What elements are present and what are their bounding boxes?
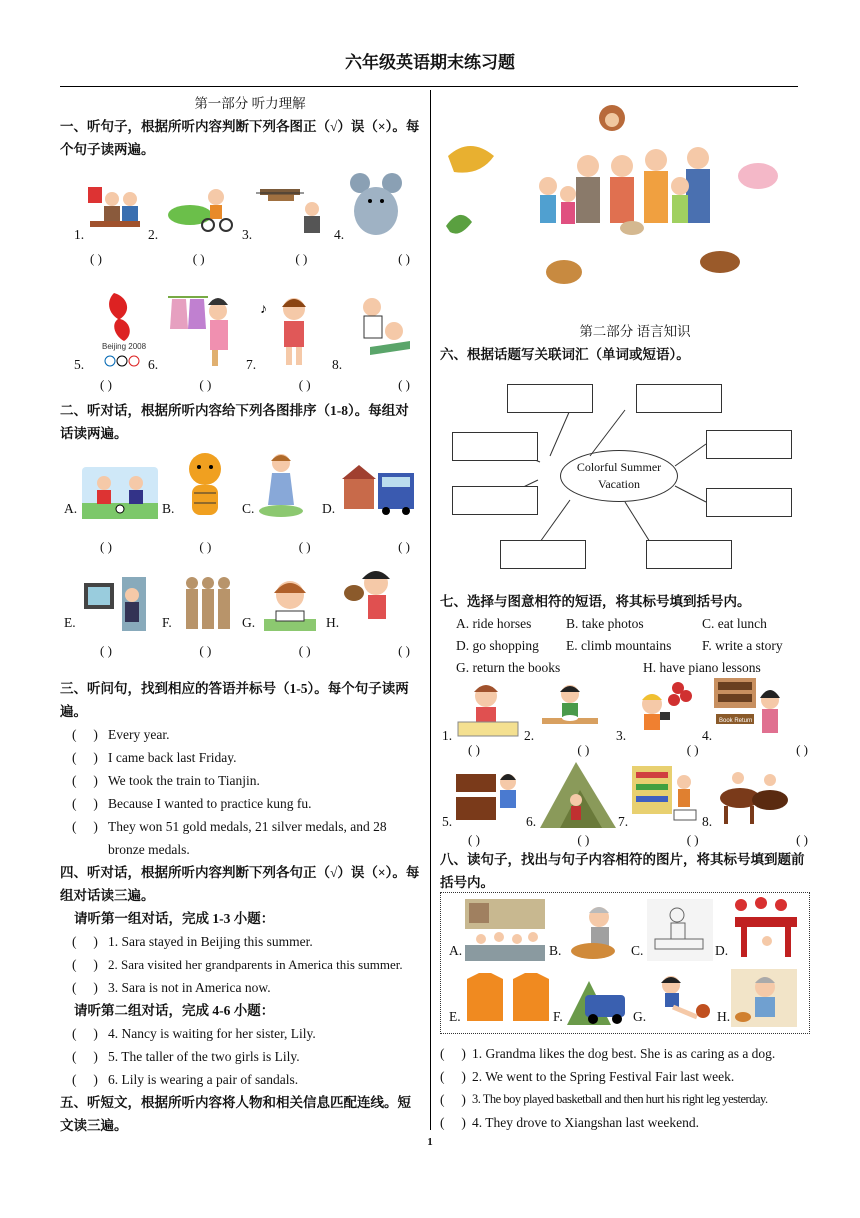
sentence-text: 4. They drove to Xiangshan last weekend. (472, 1115, 699, 1130)
answer-paren[interactable]: ( ) (295, 251, 308, 266)
grandma-dog-picture (563, 899, 633, 961)
book-return-sign: Book Return (719, 718, 753, 724)
s1-label-3: 3. (242, 227, 253, 242)
sweaters-picture (463, 969, 555, 1025)
sentence-text: 3. The boy played basketball and then hurt his right leg yesterday. (472, 1092, 768, 1106)
s8-heading: 八、读句子，找出与句子内容相符的图片，将其标号填到题前括号内。 (440, 852, 805, 890)
s1-parens-row1 (90, 247, 410, 270)
s8-label-F: F. (553, 1009, 563, 1024)
answer-paren[interactable]: ( ) (100, 643, 112, 658)
answer-paren[interactable]: ( ) (72, 1026, 98, 1041)
riding-horses-picture (714, 762, 790, 828)
option-E: E. climb mountains (566, 638, 672, 653)
answer-paren[interactable]: ( ) (440, 1092, 466, 1107)
spring-festival-picture (731, 897, 801, 961)
s1-label-5: 5. (74, 357, 85, 372)
mindmap-center-line1: Colorful Summer (576, 460, 662, 474)
list-item (60, 1045, 420, 1068)
s2-parens-row1 (100, 535, 410, 558)
s1-heading: 一、听句子，根据所听内容判断下列各图正（√）误（×）。每个句子读两遍。 (60, 119, 420, 157)
s7-label-6: 6. (526, 814, 537, 829)
answer-paren[interactable]: ( ) (72, 796, 98, 811)
bus-station-picture (340, 459, 416, 521)
answer-text: Every year. (108, 727, 170, 742)
list-item (440, 1088, 810, 1111)
s7-parens-row1 (468, 742, 808, 758)
answer-paren[interactable]: ( ) (72, 819, 98, 834)
s2-label-F: F. (162, 615, 172, 630)
s2-label-D: D. (322, 501, 336, 516)
list-item (60, 1068, 420, 1091)
s7-label-3: 3. (616, 728, 627, 743)
piano-picture (454, 766, 524, 826)
mindmap-box-6[interactable] (706, 488, 792, 517)
option-A: A. ride horses (456, 616, 532, 631)
boy-hurt-leg-picture (649, 971, 715, 1025)
column-divider (430, 90, 431, 1130)
terracotta-warriors-picture (178, 573, 234, 635)
pig-icon (738, 163, 778, 189)
fair-crowd-picture (465, 899, 545, 961)
s2-label-G: G. (242, 615, 256, 630)
answer-paren[interactable]: ( ) (72, 980, 98, 995)
family-group (539, 147, 710, 235)
answer-paren[interactable]: ( ) (577, 742, 590, 757)
snake-icon (446, 215, 472, 234)
answer-paren[interactable]: ( ) (72, 1049, 98, 1064)
answer-paren[interactable]: ( ) (72, 957, 98, 972)
option-G: G. return the books (456, 660, 561, 675)
s8-label-B: B. (549, 943, 562, 958)
mindmap-box-5[interactable] (452, 486, 538, 515)
answer-paren[interactable]: ( ) (796, 832, 808, 847)
girl-reading-picture (256, 573, 324, 635)
answer-paren[interactable]: ( ) (72, 773, 98, 788)
s7-parens-row2 (468, 832, 808, 848)
s3-heading: 三、听问句，找到相应的答语并标号（1-5）。每个句子读两遍。 (60, 681, 409, 719)
answer-paren[interactable]: ( ) (398, 377, 410, 392)
s3-list (60, 723, 420, 861)
s7-label-1: 1. (442, 728, 453, 743)
list-item (440, 1042, 810, 1065)
svg-text:♪: ♪ (260, 302, 267, 317)
s8-label-G: G. (633, 1009, 647, 1024)
girl-with-dog-picture (340, 563, 402, 635)
list-item (440, 1065, 810, 1088)
girl-singing-picture (260, 291, 318, 367)
airplane-picture (256, 183, 328, 233)
statement-text: 2. Sara visited her grandparents in America this summer. (108, 957, 403, 972)
answer-paren[interactable]: ( ) (199, 643, 212, 658)
list-item (60, 930, 420, 953)
s2-label-E: E. (64, 615, 76, 630)
answer-paren[interactable]: ( ) (468, 832, 480, 847)
boy-writing-picture (456, 680, 520, 740)
s7-pictures (440, 676, 810, 847)
list-item (60, 723, 420, 746)
s1-label-1: 1. (74, 227, 85, 242)
climbing-mountains-picture (540, 758, 616, 828)
ox-icon (546, 260, 582, 284)
s7-heading: 七、选择与图意相符的短语，将其标号填到括号内。 (440, 594, 751, 609)
s7-section (440, 590, 810, 679)
answer-paren[interactable]: ( ) (192, 251, 205, 266)
list-item (60, 746, 420, 769)
mindmap-center (560, 450, 678, 502)
s8-label-A: A. (449, 943, 463, 958)
shopping-picture (630, 764, 702, 828)
answer-text: Because I wanted to practice kung fu. (108, 796, 312, 811)
statement-text: 3. Sara is not in America now. (108, 980, 271, 995)
svg-text:Beijing 2008: Beijing 2008 (102, 342, 147, 351)
answer-paren[interactable]: ( ) (686, 832, 699, 847)
s5-heading: 五、听短文，根据所听内容将人物和相关信息匹配连线。短文读三遍。 (60, 1095, 411, 1133)
answer-paren[interactable]: ( ) (796, 742, 808, 757)
s7-options (440, 613, 810, 657)
statement-text: 6. Lily is wearing a pair of sandals. (108, 1072, 299, 1087)
answer-paren[interactable]: ( ) (468, 742, 480, 757)
monkey-icon (599, 105, 625, 131)
right-column (440, 320, 810, 366)
answer-paren[interactable]: ( ) (686, 742, 699, 757)
s8-section (440, 848, 810, 894)
s1-label-6: 6. (148, 357, 159, 372)
mindmap-box-3[interactable] (452, 432, 538, 461)
dragon-icon (448, 146, 494, 173)
s2-label-B: B. (162, 501, 175, 516)
list-item (60, 953, 420, 976)
s4-heading: 四、听对话，根据所听内容判断下列各句正（√）误（×）。每组对话读三遍。 (60, 865, 420, 903)
boy-photos-picture (630, 678, 696, 740)
answer-paren[interactable]: ( ) (72, 1072, 98, 1087)
statement-text: 1. Sara stayed in Beijing this summer. (108, 934, 313, 949)
answer-paren[interactable]: ( ) (72, 750, 98, 765)
statement-text: 5. The taller of the two girls is Lily. (108, 1049, 300, 1064)
answer-paren[interactable]: ( ) (298, 539, 311, 554)
s1-label-7: 7. (246, 357, 257, 372)
car-trip-picture (567, 969, 633, 1025)
sentence-text: 2. We went to the Spring Festival Fair last week. (472, 1069, 735, 1084)
s1-parens-row2 (100, 373, 410, 396)
s8-label-C: C. (631, 943, 644, 958)
s7-label-7: 7. (618, 814, 629, 829)
answer-paren[interactable]: ( ) (398, 251, 410, 266)
s8-sentences (440, 1042, 810, 1134)
mindmap-box-8[interactable] (646, 540, 732, 569)
part2-heading: 第二部分 语言知识 (579, 324, 691, 339)
s7-label-8: 8. (702, 814, 713, 829)
list-item (60, 792, 420, 815)
sentence-text: 1. Grandma likes the dog best. She is as caring as a dog. (472, 1046, 776, 1061)
family-zodiac-illustration (440, 96, 810, 306)
s2-pictures (60, 445, 420, 677)
s2-parens-row2 (100, 639, 410, 662)
shopping-clothes-picture (164, 289, 234, 369)
mindmap-box-2[interactable] (636, 384, 722, 413)
mindmap-box-4[interactable] (706, 430, 792, 459)
beijing-2008-logo-picture (98, 289, 150, 369)
part1-heading: 第一部分 听力理解 (194, 96, 306, 111)
list-item (60, 769, 420, 792)
s7-label-4: 4. (702, 728, 713, 743)
answer-text: We took the train to Tianjin. (108, 773, 260, 788)
answer-paren[interactable]: ( ) (100, 377, 112, 392)
option-D: D. go shopping (456, 638, 539, 653)
answer-paren[interactable]: ( ) (440, 1069, 466, 1084)
sketch-picture (647, 899, 713, 961)
answer-paren[interactable]: ( ) (90, 251, 102, 266)
s2-label-H: H. (326, 615, 340, 630)
dog-icon (700, 251, 740, 273)
left-column (60, 92, 420, 1137)
answer-paren[interactable]: ( ) (577, 832, 590, 847)
mindmap-box-7[interactable] (500, 540, 586, 569)
s7-label-5: 5. (442, 814, 453, 829)
computer-boy-picture (82, 573, 150, 635)
answer-paren[interactable]: ( ) (440, 1046, 466, 1061)
dentist-picture (350, 291, 412, 363)
answer-paren[interactable]: ( ) (72, 934, 98, 949)
s1-label-4: 4. (334, 227, 345, 242)
list-item (60, 1022, 420, 1045)
option-H: H. have piano lessons (643, 660, 761, 675)
s1-label-2: 2. (148, 227, 159, 242)
return-books-picture (714, 678, 786, 740)
s4-group1-heading: 请听第一组对话，完成 1-3 小题： (74, 911, 275, 926)
s6-heading: 六、根据话题写关联词汇（单词或短语）。 (440, 347, 690, 362)
list-item (440, 1111, 810, 1134)
answer-paren[interactable]: ( ) (440, 1115, 466, 1130)
title-rule (60, 86, 798, 87)
answer-paren[interactable]: ( ) (298, 377, 311, 392)
answer-paren[interactable]: ( ) (199, 377, 212, 392)
option-C: C. eat lunch (702, 616, 767, 631)
s1-label-8: 8. (332, 357, 343, 372)
answer-text: They won 51 gold medals, 21 silver medals, and 28 bronze medals. (108, 819, 387, 857)
answer-paren[interactable]: ( ) (72, 727, 98, 742)
mouse-picture (346, 171, 406, 237)
s1-pictures (60, 161, 420, 392)
bike-riding-picture (164, 183, 236, 233)
boys-football-picture (82, 467, 158, 519)
s8-label-H: H. (717, 1009, 731, 1024)
answer-paren[interactable]: ( ) (398, 643, 410, 658)
list-item (60, 976, 420, 999)
s7-label-2: 2. (524, 728, 535, 743)
page-title: 六年级英语期末练习题 (345, 53, 515, 72)
answer-paren[interactable]: ( ) (199, 539, 212, 554)
tiger-picture (180, 449, 230, 521)
page-number: 1 (427, 1136, 433, 1148)
boy-eating-picture (538, 680, 602, 740)
option-F: F. write a story (702, 638, 783, 653)
statement-text: 4. Nancy is waiting for her sister, Lily. (108, 1026, 316, 1041)
s8-label-E: E. (449, 1009, 461, 1024)
list-item (60, 815, 420, 861)
grandma-cooking-picture (731, 969, 797, 1027)
option-B: B. take photos (566, 616, 644, 631)
woman-picture (256, 449, 306, 521)
s8-label-D: D. (715, 943, 729, 958)
s2-label-A: A. (64, 501, 78, 516)
family-dinner-picture (86, 181, 144, 233)
answer-text: I came back last Friday. (108, 750, 237, 765)
mindmap-box-1[interactable] (507, 384, 593, 413)
s2-label-C: C. (242, 501, 255, 516)
answer-paren[interactable]: ( ) (100, 539, 112, 554)
answer-paren[interactable]: ( ) (298, 643, 311, 658)
s2-heading: 二、听对话，根据所听内容给下列各图排序（1-8）。每组对话读两遍。 (60, 403, 409, 441)
s4-group2-heading: 请听第二组对话，完成 4-6 小题： (74, 1003, 275, 1018)
answer-paren[interactable]: ( ) (398, 539, 410, 554)
mindmap-center-line2: Vacation (598, 477, 640, 491)
s8-picture-box (440, 892, 810, 1034)
